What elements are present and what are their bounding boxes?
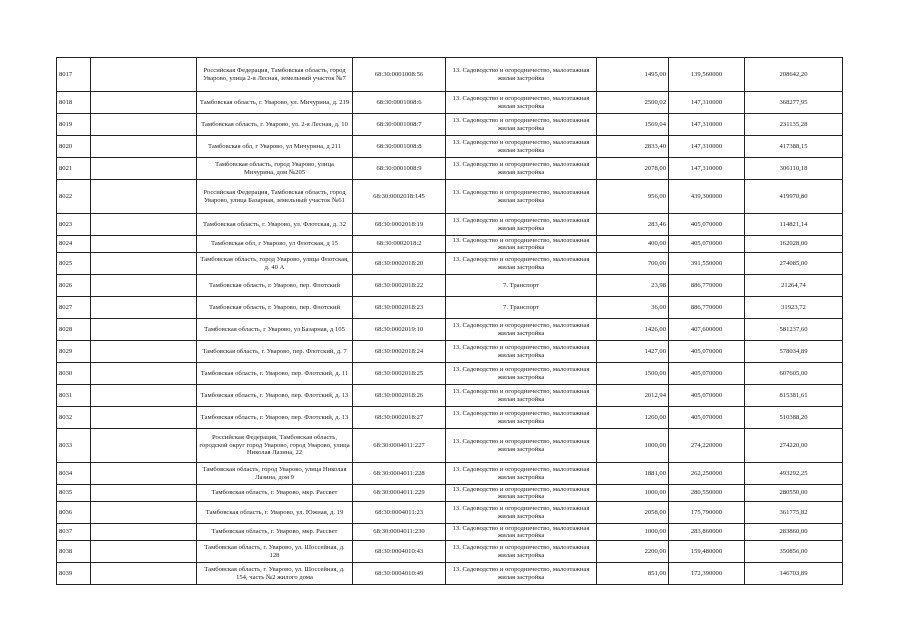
specific-value-cell: 405,070000 — [669, 385, 745, 407]
row-number: 8022 — [57, 180, 91, 214]
area-cell: 2833,40 — [597, 136, 669, 158]
cadastral-value-cell: 146703,89 — [745, 563, 843, 585]
row-number: 8019 — [57, 114, 91, 136]
area-cell: 2200,00 — [597, 541, 669, 563]
empty-cell — [91, 385, 197, 407]
cadastral-number-cell: 68:30:0002018:26 — [353, 385, 446, 407]
cadastral-value-cell: 815381,61 — [745, 385, 843, 407]
address-cell: Тамбовская область, г. Уварово, мкр. Рассвет — [197, 485, 353, 502]
specific-value-cell: 405,070000 — [669, 407, 745, 429]
address-cell: Тамбовская область, г. Уварово, ул. Шоссейная, д. 154, часть №2 жилого дома — [197, 563, 353, 585]
table-row — [57, 485, 843, 502]
row-number: 8033 — [57, 429, 91, 463]
table-row — [57, 563, 843, 585]
empty-cell — [91, 114, 197, 136]
address-cell: Тамбовская область, г. Уварово, ул. Южная, д. 19 — [197, 502, 353, 524]
cadastral-value-cell: 350856,00 — [745, 541, 843, 563]
table-row — [57, 58, 843, 92]
address-cell: Тамбовская область, г. Уварово, пер. Флотский, д. 13 — [197, 385, 353, 407]
cadastral-value-cell: 280550,00 — [745, 485, 843, 502]
land-use-cell: 13. Садоводство и огородничество, малоэтажная жилая застройка — [446, 214, 597, 236]
cadastral-value-cell: 306110,18 — [745, 158, 843, 180]
cadastral-value-cell: 419970,80 — [745, 180, 843, 214]
cadastral-number-cell: 68:30:0004011:23 — [353, 502, 446, 524]
specific-value-cell: 405,070000 — [669, 341, 745, 363]
area-cell: 1427,00 — [597, 341, 669, 363]
cadastral-value-cell: 162028,00 — [745, 236, 843, 253]
cadastral-number-cell: 68:30:0001008:8 — [353, 136, 446, 158]
specific-value-cell: 886,770000 — [669, 275, 745, 297]
table-row — [57, 180, 843, 214]
table-row — [57, 363, 843, 385]
cadastral-number-cell: 68:30:0001008:7 — [353, 114, 446, 136]
cadastral-number-cell: 68:30:0004011:229 — [353, 485, 446, 502]
area-cell: 1495,00 — [597, 58, 669, 92]
specific-value-cell: 405,070000 — [669, 236, 745, 253]
cadastral-number-cell: 68:30:0002018:2 — [353, 236, 446, 253]
empty-cell — [91, 502, 197, 524]
row-number: 8018 — [57, 92, 91, 114]
table-row — [57, 541, 843, 563]
cadastral-number-cell: 68:30:0004011:227 — [353, 429, 446, 463]
cadastral-value-cell: 607605,00 — [745, 363, 843, 385]
row-number: 8039 — [57, 563, 91, 585]
address-cell: Тамбовская обл, г Уварово, ул Мичурина, д 211 — [197, 136, 353, 158]
address-cell: Тамбовская область, г. Уварово, пер. Флотский, д. 13 — [197, 407, 353, 429]
cadastral-number-cell: 68:30:0002018:20 — [353, 253, 446, 275]
row-number: 8027 — [57, 297, 91, 319]
cadastral-value-cell: 510388,20 — [745, 407, 843, 429]
table-row — [57, 429, 843, 463]
cadastral-value-cell: 274085,00 — [745, 253, 843, 275]
row-number: 8038 — [57, 541, 91, 563]
empty-cell — [91, 563, 197, 585]
specific-value-cell: 139,560000 — [669, 58, 745, 92]
row-number: 8030 — [57, 363, 91, 385]
specific-value-cell: 147,310000 — [669, 92, 745, 114]
cadastral-number-cell: 68:30:0002018:23 — [353, 297, 446, 319]
land-use-cell: 13. Садоводство и огородничество, малоэтажная жилая застройка — [446, 136, 597, 158]
land-use-cell: 13. Садоводство и огородничество, малоэтажная жилая застройка — [446, 363, 597, 385]
land-use-cell: 13. Садоводство и огородничество, малоэтажная жилая застройка — [446, 92, 597, 114]
table-row — [57, 92, 843, 114]
table-body — [57, 58, 843, 585]
address-cell: Тамбовская область, г. Уварово, мкр. Рассвет — [197, 524, 353, 541]
specific-value-cell: 147,310000 — [669, 136, 745, 158]
table-row — [57, 297, 843, 319]
cadastral-value-cell: 361775,82 — [745, 502, 843, 524]
address-cell: Тамбовская область, г. Уварово, пер. Флотский — [197, 297, 353, 319]
row-number: 8026 — [57, 275, 91, 297]
cadastral-number-cell: 68:30:0002018:25 — [353, 363, 446, 385]
cadastral-number-cell: 68:30:0004011:230 — [353, 524, 446, 541]
land-use-cell: 13. Садоводство и огородничество, малоэтажная жилая застройка — [446, 236, 597, 253]
address-cell: Тамбовская область, город Уварово, улица Флотская, д. 40 А — [197, 253, 353, 275]
address-cell: Российская Федерация, Тамбовская область, город Уварово, улица Базарная, земельный участок №61 — [197, 180, 353, 214]
area-cell: 1000,00 — [597, 485, 669, 502]
land-use-cell: 13. Садоводство и огородничество, малоэтажная жилая застройка — [446, 114, 597, 136]
land-use-cell: 13. Садоводство и огородничество, малоэтажная жилая застройка — [446, 463, 597, 485]
area-cell: 1426,00 — [597, 319, 669, 341]
cadastral-number-cell: 68:30:0001008:9 — [353, 158, 446, 180]
address-cell: Тамбовская область, г. Уварово, ул. 2-я Лесная, д. 10 — [197, 114, 353, 136]
specific-value-cell: 147,310000 — [669, 114, 745, 136]
land-use-cell: 13. Садоводство и огородничество, малоэтажная жилая застройка — [446, 541, 597, 563]
specific-value-cell: 439,300000 — [669, 180, 745, 214]
table-row — [57, 158, 843, 180]
cadastral-number-cell: 68:30:0002018:27 — [353, 407, 446, 429]
cadastral-value-cell: 283860,00 — [745, 524, 843, 541]
row-number: 8021 — [57, 158, 91, 180]
specific-value-cell: 175,790000 — [669, 502, 745, 524]
area-cell: 956,00 — [597, 180, 669, 214]
area-cell: 283,46 — [597, 214, 669, 236]
table-row — [57, 114, 843, 136]
cadastral-value-cell: 31923,72 — [745, 297, 843, 319]
row-number: 8036 — [57, 502, 91, 524]
land-use-cell: 13. Садоводство и огородничество, малоэтажная жилая застройка — [446, 524, 597, 541]
area-cell: 851,00 — [597, 563, 669, 585]
row-number: 8032 — [57, 407, 91, 429]
land-use-cell: 13. Садоводство и огородничество, малоэтажная жилая застройка — [446, 385, 597, 407]
empty-cell — [91, 541, 197, 563]
cadastral-value-cell: 208642,20 — [745, 58, 843, 92]
land-use-cell: 13. Садоводство и огородничество, малоэтажная жилая застройка — [446, 253, 597, 275]
empty-cell — [91, 341, 197, 363]
cadastral-number-cell: 68:30:0002018:24 — [353, 341, 446, 363]
row-number: 8034 — [57, 463, 91, 485]
area-cell: 1260,00 — [597, 407, 669, 429]
row-number: 8037 — [57, 524, 91, 541]
land-use-cell: 13. Садоводство и огородничество, малоэтажная жилая застройка — [446, 341, 597, 363]
specific-value-cell: 407,600000 — [669, 319, 745, 341]
empty-cell — [91, 58, 197, 92]
area-cell: 2500,02 — [597, 92, 669, 114]
cadastral-number-cell: 68:30:0002018:145 — [353, 180, 446, 214]
specific-value-cell: 886,770000 — [669, 297, 745, 319]
cadastral-number-cell: 68:30:0001008:56 — [353, 58, 446, 92]
specific-value-cell: 391,550000 — [669, 253, 745, 275]
empty-cell — [91, 136, 197, 158]
row-number: 8025 — [57, 253, 91, 275]
land-use-cell: 13. Садоводство и огородничество, малоэтажная жилая застройка — [446, 319, 597, 341]
cadastral-value-cell: 368277,95 — [745, 92, 843, 114]
address-cell: Тамбовская область, г. Уварово, ул. Флотская, д. 32 — [197, 214, 353, 236]
cadastral-number-cell: 68:30:0001008:6 — [353, 92, 446, 114]
specific-value-cell: 147,310000 — [669, 158, 745, 180]
address-cell: Российская Федерация, Тамбовская область, городской округ город Уварово, город Уварово, улица Николая Лазина, 22 — [197, 429, 353, 463]
specific-value-cell: 172,390000 — [669, 563, 745, 585]
land-use-cell: 13. Садоводство и огородничество, малоэтажная жилая застройка — [446, 58, 597, 92]
cadastral-value-cell: 21264,74 — [745, 275, 843, 297]
specific-value-cell: 262,250000 — [669, 463, 745, 485]
row-number: 8028 — [57, 319, 91, 341]
row-number: 8031 — [57, 385, 91, 407]
land-use-cell: 13. Садоводство и огородничество, малоэтажная жилая застройка — [446, 485, 597, 502]
address-cell: Тамбовская область, город Уварово, улица Мичурина, дом №205 — [197, 158, 353, 180]
cadastral-value-cell: 231135,28 — [745, 114, 843, 136]
empty-cell — [91, 363, 197, 385]
land-use-cell: 7. Транспорт — [446, 297, 597, 319]
cadastral-value-cell: 581237,60 — [745, 319, 843, 341]
address-cell: Тамбовская обл, г Уварово, ул Флотская, д 15 — [197, 236, 353, 253]
area-cell: 700,00 — [597, 253, 669, 275]
empty-cell — [91, 253, 197, 275]
address-cell: Тамбовская область, г. Уварово, ул. Мичурина, д. 219 — [197, 92, 353, 114]
empty-cell — [91, 214, 197, 236]
cadastral-number-cell: 68:30:0002018:19 — [353, 214, 446, 236]
empty-cell — [91, 158, 197, 180]
address-cell: Тамбовская область, г. Уварово, пер. Флотский — [197, 275, 353, 297]
row-number: 8024 — [57, 236, 91, 253]
empty-cell — [91, 275, 197, 297]
specific-value-cell: 283,860000 — [669, 524, 745, 541]
cadastral-value-cell: 274220,00 — [745, 429, 843, 463]
area-cell: 1881,00 — [597, 463, 669, 485]
area-cell: 1000,00 — [597, 429, 669, 463]
table-row — [57, 341, 843, 363]
address-cell: Тамбовская область, г. Уварово, пер. Флотский, д. 11 — [197, 363, 353, 385]
cadastral-value-cell: 114821,14 — [745, 214, 843, 236]
address-cell: Тамбовская область, г. Уварово, ул. Шоссейная, д. 128 — [197, 541, 353, 563]
land-use-cell: 13. Садоводство и огородничество, малоэтажная жилая застройка — [446, 563, 597, 585]
area-cell: 23,98 — [597, 275, 669, 297]
land-use-cell: 7. Транспорт — [446, 275, 597, 297]
empty-cell — [91, 319, 197, 341]
empty-cell — [91, 297, 197, 319]
cadastral-value-cell: 578034,89 — [745, 341, 843, 363]
cadastral-value-cell: 493292,25 — [745, 463, 843, 485]
specific-value-cell: 405,070000 — [669, 363, 745, 385]
area-cell: 1500,00 — [597, 363, 669, 385]
specific-value-cell: 159,480000 — [669, 541, 745, 563]
empty-cell — [91, 524, 197, 541]
table-row — [57, 385, 843, 407]
cadastral-value-table — [56, 57, 843, 585]
table-row — [57, 524, 843, 541]
empty-cell — [91, 236, 197, 253]
area-cell: 1569,04 — [597, 114, 669, 136]
empty-cell — [91, 92, 197, 114]
table-row — [57, 319, 843, 341]
row-number: 8023 — [57, 214, 91, 236]
table-row — [57, 463, 843, 485]
cadastral-number-cell: 68:30:0004011:228 — [353, 463, 446, 485]
cadastral-number-cell: 68:30:0004010:49 — [353, 563, 446, 585]
cadastral-number-cell: 68:30:0002018:22 — [353, 275, 446, 297]
table-row — [57, 236, 843, 253]
land-use-cell: 13. Садоводство и огородничество, малоэтажная жилая застройка — [446, 158, 597, 180]
land-use-cell: 13. Садоводство и огородничество, малоэтажная жилая застройка — [446, 180, 597, 214]
empty-cell — [91, 429, 197, 463]
land-use-cell: 13. Садоводство и огородничество, малоэтажная жилая застройка — [446, 407, 597, 429]
area-cell: 36,00 — [597, 297, 669, 319]
cadastral-number-cell: 68:30:0002019:10 — [353, 319, 446, 341]
land-use-cell: 13. Садоводство и огородничество, малоэтажная жилая застройка — [446, 502, 597, 524]
specific-value-cell: 280,550000 — [669, 485, 745, 502]
row-number: 8029 — [57, 341, 91, 363]
empty-cell — [91, 485, 197, 502]
table-row — [57, 502, 843, 524]
empty-cell — [91, 463, 197, 485]
area-cell: 2012,94 — [597, 385, 669, 407]
address-cell: Российская Федерация, Тамбовская область, город Уварово, улица 2-я Лесная, земельный участок №7 — [197, 58, 353, 92]
table-row — [57, 407, 843, 429]
cadastral-number-cell: 68:30:0004010:43 — [353, 541, 446, 563]
area-cell: 2078,00 — [597, 158, 669, 180]
address-cell: Тамбовская область, г Уварово, ул Базарная, д 105 — [197, 319, 353, 341]
table-row — [57, 214, 843, 236]
row-number: 8035 — [57, 485, 91, 502]
empty-cell — [91, 180, 197, 214]
table-row — [57, 136, 843, 158]
area-cell: 1000,00 — [597, 524, 669, 541]
address-cell: Тамбовская область, г. Уварово, пер. Флотский, д. 7 — [197, 341, 353, 363]
area-cell: 2058,00 — [597, 502, 669, 524]
row-number: 8020 — [57, 136, 91, 158]
table-row — [57, 253, 843, 275]
empty-cell — [91, 407, 197, 429]
land-use-cell: 13. Садоводство и огородничество, малоэтажная жилая застройка — [446, 429, 597, 463]
cadastral-value-cell: 417388,15 — [745, 136, 843, 158]
row-number: 8017 — [57, 58, 91, 92]
area-cell: 400,00 — [597, 236, 669, 253]
specific-value-cell: 405,070000 — [669, 214, 745, 236]
specific-value-cell: 274,220000 — [669, 429, 745, 463]
table-row — [57, 275, 843, 297]
address-cell: Тамбовская область, город Уварово, улица Николая Лазина, дом 9 — [197, 463, 353, 485]
